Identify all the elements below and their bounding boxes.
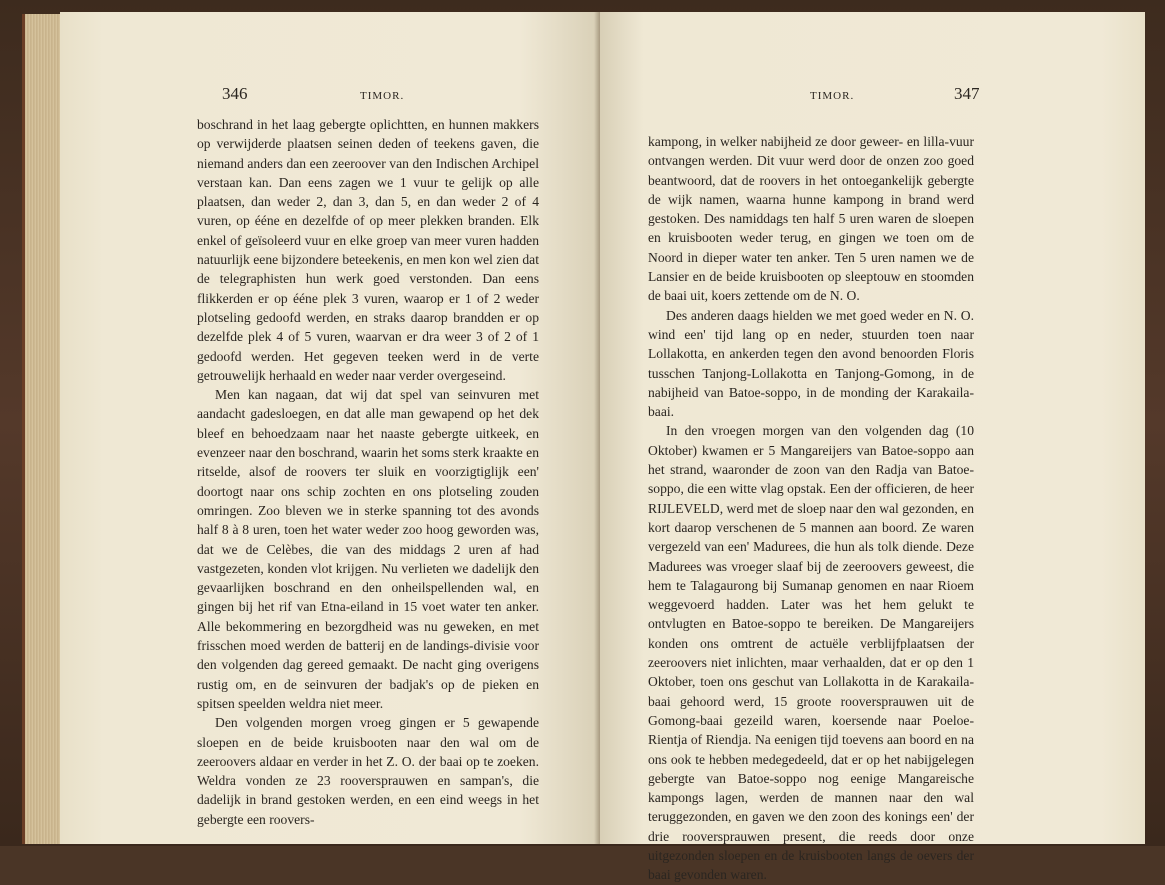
right-page-text — [648, 132, 974, 885]
right-running-header: TIMOR. — [810, 90, 855, 102]
paragraph: Den volgenden morgen vroeg gingen er 5 gewapende sloepen en de beide kruisbooten naar den wal om de zeeroovers aldaar en verder in het Z. O. der baai op te zoeken. Weldra vonden ze 23 rooversprauwen en sampan's, die dadelijk in brand gestoken werden, en een eind weegs in het gebergte een roovers- — [197, 715, 539, 827]
paragraph: In den vroegen morgen van den volgenden dag (10 Oktober) kwamen er 5 Mangareijers van Batoe-soppo aan het strand, waaronder de zoon van den Radja van Batoe-soppo, die een witte vlag opstak. Een der officieren, de heer RIJLEVELD, werd met de sloep naar den wal gezonden, en kort daarop verschenen de 5 mannen aan boord. Ze waren vergezeld van een' Madurees, die hun als tolk diende. Deze Madurees was vroeger slaaf bij de zeeroovers geweest, die hem te Talagaurong bij Sumanap genomen en naar Rioem weggevoerd hadden. Later was het hem gelukt te ontvlugten en Batoe-soppo te bereiken. De Mangareijers konden ons omtrent de actuële verblijfplaatsen der zeeroovers niet inlichten, maar verhaalden, dat er op den 1 Oktober, toen ons geschut van Lollakotta in de Karakaila-baai gehoord werd, 15 groote rooversprauwen uit de Gomong-baai gezeild waren, koersende naar Poeloe-Rientja of Riendja. Na eenigen tijd toevens aan boord en na ons ook te hebben medegedeeld, dat er op het nabijgelegen gebergte van Batoe-soppo nog eenige Mangareische kampongs lagen, werden de mannen naar den wal teruggezonden, en gaven we den zoon des konings een' der drie rooversprauwen present, die reeds door onze uitgezonden sloepen en de kruisbooten langs de oevers der baai gevonden waren. — [648, 423, 974, 883]
right-page-number: 347 — [954, 84, 980, 103]
left-page — [60, 12, 600, 844]
right-page — [600, 12, 1145, 883]
left-page-number: 346 — [222, 84, 248, 103]
paragraph: Men kan nagaan, dat wij dat spel van seinvuren met aandacht gadesloegen, en dat alle man gewapend op het dek bleef en behoedzaam naar het naaste gebergte uitkeek, en evenzeer naar den boschrand, waarin het soms sterk kraakte en ritselde, alsof de roovers ter sluik en voorzigtiglijk een' doortogt naar ons schip zochten en ons plotseling zouden omringen. Zoo bleven we in sterke spanning tot des avonds half 8 à 8 uren, toen het water weder zoo hoog geworden was, dat we de Celèbes, die van des middags 2 uren af had vastgezeten, konden vlot krijgen. Nu verlieten we dadelijk den gevaarlijken boschrand en den onheilspellenden wal, en gingen bij het rif van Etna-eiland in 15 voet water ten anker. Alle bekommering en bezorgdheid was nu geweken, en met frisschen moed werden de batterij en de landings-divisie voor den volgenden dag gereed gemaakt. De nacht ging overigens rustig om, en de seinvuren der badjak's op de pieken en spitsen speelden weldra niet meer. — [197, 387, 539, 711]
left-page-text — [197, 115, 539, 829]
book-edge-left — [22, 14, 65, 844]
paragraph: boschrand in het laag gebergte oplichtten, en hunnen makkers op verwijderde plaatsen seinen deden of teekens gaven, die niemand anders dan een zeeroover van den Indischen Archipel verstaan kan. Dan eens zagen we 1 vuur te gelijk op alle plaatsen, dan weder 2, dan 3, dan 5, en dan weder 2 of 4 vuren, op ééne en dezelfde of op meer plekken branden. Elk enkel of geïsoleerd vuur en elke groep van meer vuren hadden natuurlijk eene bijzondere beteekenis, en men kon wel zien dat de telegraphisten hun werk goed verstonden. Dan eens flikkerden er op ééne plek 3 vuren, waarop er 1 of 2 weder plotseling gedoofd werden, en straks daarop brandden er op dezelfde plek 4 of 5 vuren, waarvan er dra weer 3 of 2 of 1 gedoofd werden. Het gegeven teeken werd in de verte getrouwelijk herhaald en weder naar verder overgeseind. — [197, 117, 539, 383]
paragraph: Des anderen daags hielden we met goed weder en N. O. wind een' tijd lang op en neder, stuurden toen naar Lollakotta, en ankerden tegen den avond benoorden Floris tusschen Tanjong-Lollakotta en Tanjong-Gomong, in de nabijheid van Batoe-soppo, in de monding der Karakaila-baai. — [648, 307, 974, 420]
paragraph: kampong, in welker nabijheid ze door geweer- en lilla-vuur ontvangen werden. Dit vuur werd door de onzen zoo goed beantwoord, dat de roovers in het ontoegankelijk gebergte de wijk namen, waarna hunne kampong in brand werd gestoken. Des namiddags ten half 5 uren waren de sloepen en kruisbooten weder terug, en gingen we toen om de Noord in dieper water ten anker. Ten 5 uren namen we de Lansier en de beide kruisbooten op sleeptouw en stoomden de baai uit, koers zettende om de N. O. — [648, 134, 974, 304]
left-running-header: TIMOR. — [360, 90, 405, 102]
